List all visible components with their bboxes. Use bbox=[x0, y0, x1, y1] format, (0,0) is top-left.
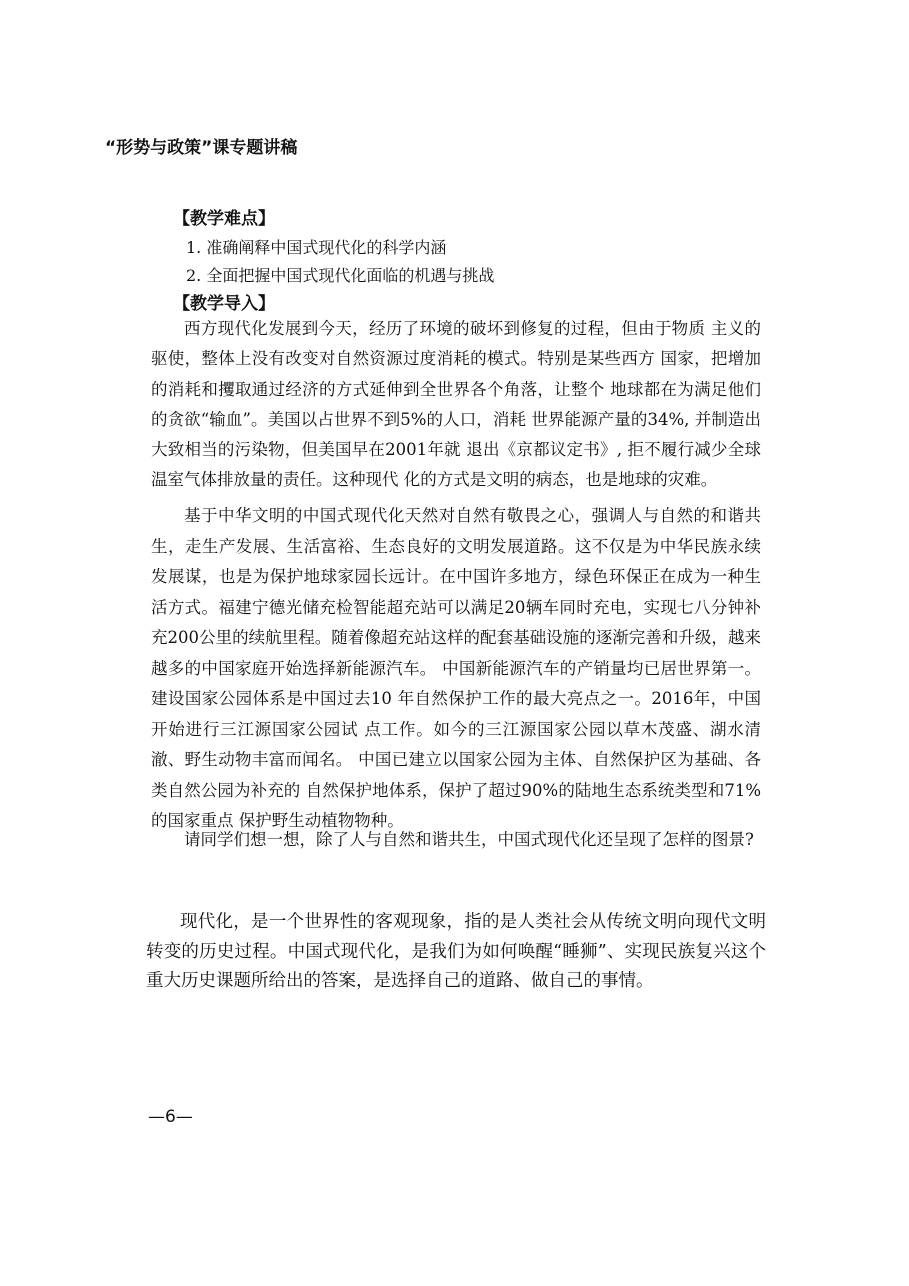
document-header-title: “形势与政策”课专题讲稿 bbox=[105, 138, 298, 158]
difficulty-item-2: 2. 全面把握中国式现代化面临的机遇与挑战 bbox=[186, 266, 495, 285]
intro-paragraph-definition: 现代化，是一个世界性的客观现象，指的是人类社会从传统文明向现代文明转变的历史过程。中国式现代化，是我们为如何唤醒“睡狮”、实现民族复兴这个重大历史课题所给出的答案，是选择自己的道路、做自己的事情。 bbox=[146, 912, 766, 991]
difficulty-item-1: 1. 准确阐释中国式现代化的科学内涵 bbox=[186, 238, 447, 257]
intro-paragraph-question: 请同学们想一想，除了人与自然和谐共生，中国式现代化还呈现了怎样的图景? bbox=[184, 830, 754, 849]
teaching-difficulties-heading: 【教学难点】 bbox=[173, 209, 275, 229]
intro-paragraph-chinese-modernization: 基于中华文明的中国式现代化天然对自然有敬畏之心，强调人与自然的和谐共生，走生产发展、生活富裕、生态良好的文明发展道路。这不仅是为中华民族永续发展谋，也是为保护地球家园长远计。在中国许多地方，绿色环保正在成为一种生活方式。福建宁德光储充检智能超充站可以满足20辆车同时充电，实现七八分钟补充200公里的续航里程。随着像超充站这样的配套基础设施的逐渐完善和升级，越来越多的中国家庭开始选择新能源汽车。 中国新能源汽车的产销量均已居世界第一。建设国家公园体系是中国过去10 年自然保护工作的最大亮点之一。2016年，中国开始进行三江源国家公园试 点工作。如今的三江源国家公园以草木茂盛、湖水清澈、野生动物丰富而闻名。 中国已建立以国家公园为主体、自然保护区为基础、各类自然公园为补充的 自然保护地体系，保护了超过90%的陆地生态系统类型和71%的国家重点 保护野生动植物物种。 bbox=[151, 506, 761, 830]
intro-paragraph-western-modernization: 西方现代化发展到今天，经历了环境的破坏到修复的过程，但由于物质 主义的驱使，整体上没有改变对自然资源过度消耗的模式。特别是某些西方 国家，把增加的消耗和攫取通过经济的方式延伸到全世界各个角落，让整个 地球都在为满足他们的贪欲“输血”。美国以占世界不到5%的人口，消耗 世界能源产量的34%, 并制造出大致相当的污染物，但美国早在2001年就 退出《京都议定书》, 拒不履行减少全球温室气体排放量的责任。这种现代 化的方式是文明的病态，也是地球的灾难。 bbox=[151, 319, 761, 490]
page-number: —6— bbox=[148, 1107, 193, 1127]
teaching-intro-heading: 【教学导入】 bbox=[173, 294, 275, 314]
